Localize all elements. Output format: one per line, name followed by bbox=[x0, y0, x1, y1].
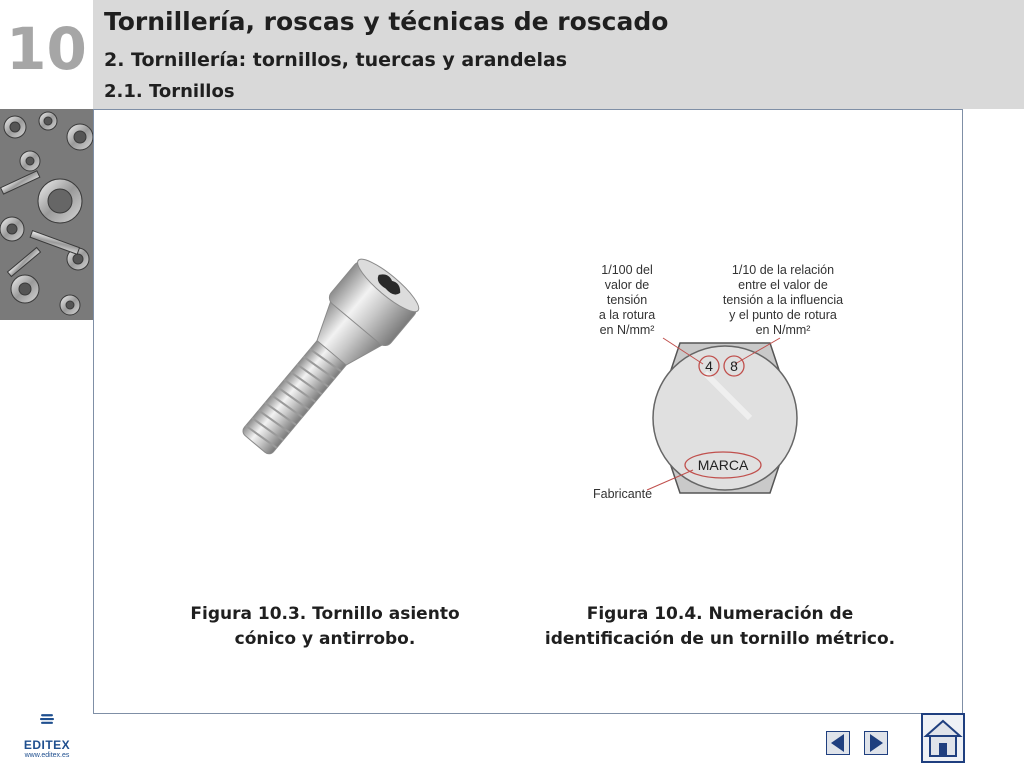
svg-text:4 bbox=[705, 358, 713, 374]
anti-theft-bolt-image bbox=[208, 245, 438, 475]
svg-text:8 bbox=[730, 358, 738, 374]
hardware-decoration-image bbox=[0, 109, 93, 320]
svg-text:entre el valor de bbox=[738, 278, 828, 292]
tension-digit: 4 bbox=[705, 358, 713, 374]
svg-text:a la rotura bbox=[599, 308, 655, 322]
left-arrow-icon[interactable] bbox=[826, 731, 850, 755]
svg-text:Fabricante bbox=[593, 487, 652, 501]
svg-text:MARCA bbox=[698, 457, 749, 473]
label-tension-line1: 1/100 del bbox=[601, 263, 653, 277]
editex-logo-icon bbox=[14, 712, 80, 738]
figure-2-caption-line2: identificación de un tornillo métrico. bbox=[544, 629, 896, 649]
svg-text:1/10 de la relación bbox=[732, 263, 834, 277]
svg-text:tensión bbox=[607, 293, 647, 307]
label-tension-line2: valor de bbox=[604, 278, 650, 292]
label-ratio-line4: y el punto de rotura bbox=[729, 308, 837, 322]
right-arrow-icon[interactable] bbox=[864, 731, 888, 755]
label-ratio-line1: 1/10 de la relación bbox=[731, 263, 835, 277]
svg-text:1/100 del bbox=[601, 263, 652, 277]
slide-title: Tornillería, roscas y técnicas de roscado bbox=[104, 7, 669, 36]
figure-1-caption-line1: Figura 10.3. Tornillo asiento bbox=[190, 604, 460, 624]
label-ratio-line2: entre el valor de bbox=[738, 278, 828, 292]
svg-text:tensión a la influencia bbox=[723, 293, 843, 307]
label-tension-line4: a la rotura bbox=[598, 308, 656, 322]
figure-2-caption-line1: Figura 10.4. Numeración de bbox=[586, 604, 854, 624]
chapter-number: 10 bbox=[6, 15, 87, 83]
metric-bolt-marking-diagram bbox=[585, 258, 855, 508]
chapter-badge bbox=[0, 0, 93, 109]
slide-subtitle: 2. Tornillería: tornillos, tuercas y arandelas bbox=[104, 49, 568, 71]
editex-url: www.editex.es bbox=[24, 752, 70, 759]
figure-1-caption-line2: cónico y antirrobo. bbox=[234, 629, 416, 649]
figure-2-caption bbox=[525, 602, 915, 652]
slide-section: 2.1. Tornillos bbox=[104, 81, 235, 102]
label-tension-line5: en N/mm² bbox=[599, 323, 655, 337]
svg-text:en N/mm² bbox=[756, 323, 811, 337]
home-icon[interactable] bbox=[921, 713, 965, 763]
svg-text:y el punto de rotura bbox=[729, 308, 837, 322]
label-tension-line3: tensión bbox=[606, 293, 648, 307]
label-ratio-line3: tensión a la influencia bbox=[722, 293, 844, 307]
svg-text:valor de bbox=[605, 278, 650, 292]
editex-logo-text: EDITEX bbox=[23, 738, 71, 752]
mark-text: MARCA bbox=[697, 457, 749, 473]
figure-1-caption bbox=[170, 602, 480, 652]
label-ratio-line5: en N/mm² bbox=[755, 323, 811, 337]
ratio-digit: 8 bbox=[730, 358, 738, 374]
maker-label: Fabricante bbox=[593, 487, 653, 501]
svg-text:en N/mm² bbox=[600, 323, 655, 337]
